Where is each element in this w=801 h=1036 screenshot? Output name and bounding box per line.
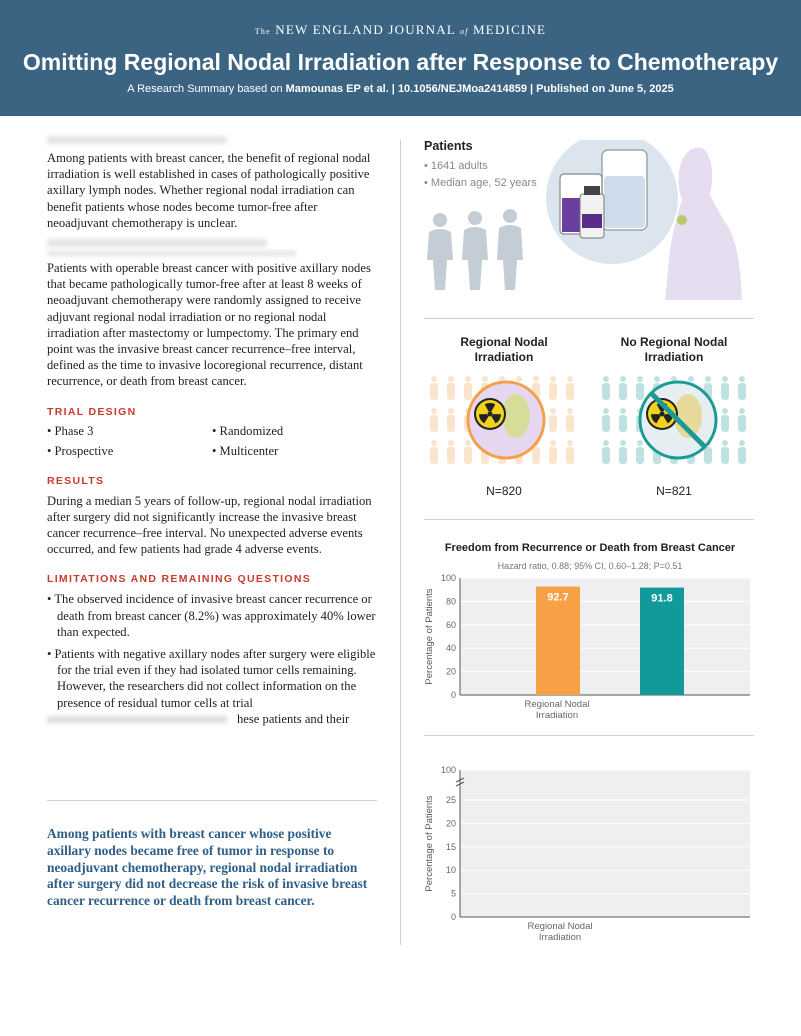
person-icon (721, 408, 729, 432)
y-tick-label: 80 (445, 596, 456, 607)
lymph-node-icon (677, 215, 687, 225)
trial-design-item: • Phase 3 (47, 423, 94, 438)
vial-cap (584, 186, 600, 195)
person-icon (602, 376, 610, 400)
y-tick-label: 25 (445, 795, 456, 805)
person-icon (464, 376, 472, 400)
header-banner (0, 0, 801, 116)
arm-label-no-rni: No Regional Nodal Irradiation (620, 335, 728, 364)
chart-subtitle: Hazard ratio, 0.88; 95% CI, 0.60–1.28; P=0.51 (497, 561, 683, 571)
design-text: Patients with operable breast cancer with positive axillary nodes that became pathologically tumor-free after at least 8 weeks of neoadjuvant chemotherapy were randomly assigned to receive adjuvant regional nodal irradiation or no regional nodal irradiation after mastectomy or lumpectomy. The primary end point was the invasive breast cancer recurrence–free interval, defined as the time to invasive locoregional recurrence, distant recurrence, or death from breast cancer. (47, 261, 371, 389)
person-icon (566, 440, 574, 464)
chart-title: Freedom from Recurrence or Death from Breast Cancer (444, 542, 736, 554)
y-tick-label: 40 (445, 643, 456, 654)
person-icon (447, 408, 455, 432)
category-label: Regional Nodal (527, 921, 593, 932)
limitation-bullet: • The observed incidence of invasive breast cancer recurrence or death from breast cancer (8.2%) was approximately 40% lower than expected. (47, 592, 376, 639)
person-icon (427, 213, 453, 290)
y-tick-label: 100 (440, 765, 456, 775)
person-icon (602, 440, 610, 464)
patients-item: • 1641 adults (424, 160, 488, 172)
y-axis-label: Percentage of Patients (424, 588, 435, 685)
y-tick-label: 20 (445, 818, 456, 829)
person-icon (721, 440, 729, 464)
citation-line: A Research Summary based on Mamounas EP et al. | 10.1056/NEJMoa2414859 | Published on June 5, 2025 (127, 83, 674, 95)
plot-area (460, 770, 750, 917)
category-label: Regional Nodal (524, 699, 590, 710)
y-axis-label: Percentage of Patients (424, 795, 435, 892)
person-icon (549, 376, 557, 400)
y-tick-label: 5 (450, 888, 456, 899)
person-icon (602, 408, 610, 432)
bar-value-label: 92.7 (547, 591, 569, 604)
trial-design-list (47, 424, 382, 459)
person-icon (447, 376, 455, 400)
person-icon (721, 376, 729, 400)
trial-design-item: • Prospective (47, 443, 114, 458)
divider (47, 800, 377, 801)
person-icon (549, 440, 557, 464)
bar-value-label: 91.8 (651, 592, 673, 605)
person-icon (430, 408, 438, 432)
divider (424, 318, 754, 319)
iv-fluid (604, 176, 645, 228)
arm-label-rni: Regional Nodal Irradiation (460, 335, 548, 364)
column-divider (400, 140, 401, 945)
y-tick-label: 0 (450, 912, 456, 922)
arm-n-rni: N=820 (486, 484, 522, 498)
left-column (47, 150, 382, 733)
person-icon (447, 440, 455, 464)
section-label-blurred (47, 251, 297, 256)
vial-label (582, 214, 602, 228)
person-icon (549, 408, 557, 432)
results-heading: RESULTS (47, 474, 105, 487)
person-icon (464, 440, 472, 464)
person-icon (430, 376, 438, 400)
limitation-bullet: • Patients with negative axillary nodes after surgery were eligible for the trial even if they had isolated tumor cells remaining. However, the researchers did not collect information on the presence of residual tumor cells at trial (47, 647, 376, 710)
limitation-bullet-fragment: hese patients and their (47, 711, 382, 727)
limitations-heading: LIMITATIONS AND REMAINING QUESTIONS (47, 573, 312, 586)
patients-title: Patients (424, 139, 473, 153)
section-label-blurred (47, 136, 227, 144)
section-label-blurred (47, 239, 267, 247)
bar-chart-recurrence (420, 568, 760, 728)
trial-design-heading: TRIAL DESIGN (47, 405, 137, 418)
person-icon (566, 408, 574, 432)
divider (424, 519, 754, 520)
conclusion-text: Among patients with breast cancer whose positive axillary nodes became free of tumor in response to neoadjuvant chemotherapy, regional nodal irradiation after surgery did not decrease the risk of invasive breast cancer recurrence or death from breast cancer. (47, 826, 368, 909)
trial-design-item: • Multicenter (212, 443, 279, 458)
page-title: Omitting Regional Nodal Irradiation after Response to Chemotherapy (22, 49, 779, 75)
journal-name: The NEW ENGLAND JOURNAL of MEDICINE (254, 22, 547, 37)
citation-link[interactable]: Mamounas EP et al. | 10.1056/NEJMoa2414859 | Published on June 5, 2025 (285, 83, 674, 95)
category-label: Irradiation (538, 932, 582, 943)
results-text: During a median 5 years of follow-up, regional nodal irradiation after surgery did not significantly increase the invasive breast cancer recurrence–free interval. No unexpected adverse events occurred, and few patients had grade 4 adverse events. (47, 493, 372, 557)
y-tick-label: 100 (440, 573, 456, 583)
y-tick-label: 10 (445, 865, 456, 876)
plot-area (460, 578, 750, 695)
person-icon (738, 440, 746, 464)
arms-illustration (424, 370, 756, 470)
y-tick-label: 0 (450, 690, 456, 700)
blurred-text (47, 716, 227, 723)
person-icon (619, 376, 627, 400)
radiation-icon (474, 398, 506, 430)
divider (424, 735, 754, 736)
person-icon (497, 209, 523, 290)
torso-silhouette (665, 148, 742, 300)
y-tick-label: 15 (445, 841, 456, 852)
person-icon (636, 440, 644, 464)
y-tick-label: 20 (445, 666, 456, 677)
arm-n-no-rni: N=821 (656, 484, 692, 498)
person-icon (619, 408, 627, 432)
person-icon (430, 440, 438, 464)
bar-chart-secondary (420, 760, 760, 950)
person-icon (738, 376, 746, 400)
person-icon (566, 376, 574, 400)
background-text: Among patients with breast cancer, the benefit of regional nodal irradiation is well established in cases of pathologically positive axillary lymph nodes. Whether regional nodal irradiation can benefit patients whose nodes become tumor-free after neoadjuvant chemotherapy is unclear. (47, 151, 371, 230)
patients-illustration (420, 140, 760, 300)
trial-design-item: • Randomized (212, 423, 284, 438)
person-icon (619, 440, 627, 464)
person-icon (636, 376, 644, 400)
category-label: Irradiation (535, 710, 579, 721)
person-icon (738, 408, 746, 432)
patients-item: • Median age, 52 years (424, 177, 537, 189)
person-icon (462, 211, 488, 290)
breast-region (502, 394, 530, 438)
y-tick-label: 60 (445, 619, 456, 630)
